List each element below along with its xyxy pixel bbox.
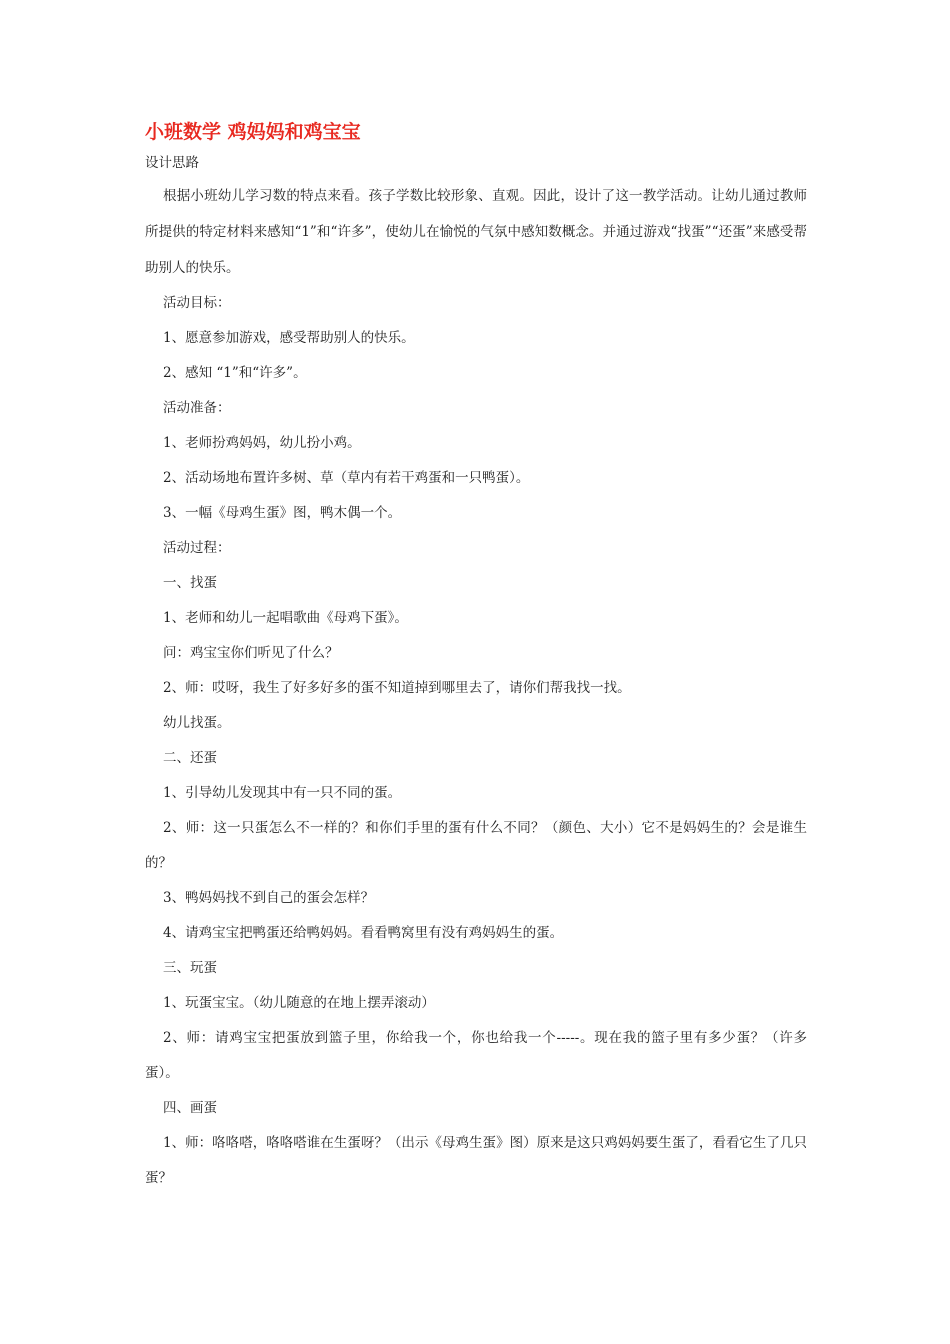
goal-item: 2、感知 “1”和“许多”。 (163, 365, 307, 381)
prep-item: 1、老师扮鸡妈妈，幼儿扮小鸡。 (163, 435, 361, 451)
part2-item: 4、请鸡宝宝把鸭蛋还给鸭妈妈。看看鸭窝里有没有鸡妈妈生的蛋。 (163, 925, 564, 941)
document-title: 小班数学 鸡妈妈和鸡宝宝 (145, 121, 361, 143)
goals-heading: 活动目标： (163, 295, 231, 311)
intro-paragraph: 根据小班幼儿学习数的特点来看。孩子学数比较形象、直观。因此，设计了这一教学活动。让幼儿通过教师所提供的特定材料来感知“1”和“许多”，使幼儿在愉悦的气氛中感知数概念。并通过游戏“找蛋”“还蛋”来感受帮助别人的快乐。 (145, 188, 807, 276)
document-page (145, 118, 807, 1196)
part3-item: 1、玩蛋宝宝。（幼儿随意的在地上摆弄滚动） (163, 995, 435, 1011)
section-label: 设计思路 (145, 155, 199, 171)
part1-item: 1、老师和幼儿一起唱歌曲《母鸡下蛋》。 (163, 610, 408, 626)
part2-heading: 二、还蛋 (163, 750, 217, 766)
part2-item: 2、师：这一只蛋怎么不一样的？和你们手里的蛋有什么不同？（颜色、大小）它不是妈妈生的？会是谁生的？ (145, 820, 807, 871)
part3-item: 2、师：请鸡宝宝把蛋放到篮子里，你给我一个，你也给我一个-----。现在我的篮子里有多少蛋？（许多蛋）。 (145, 1030, 807, 1081)
part2-item: 1、引导幼儿发现其中有一只不同的蛋。 (163, 785, 402, 801)
part3-heading: 三、玩蛋 (163, 960, 217, 976)
prep-item: 2、活动场地布置许多树、草（草内有若干鸡蛋和一只鸭蛋）。 (163, 470, 530, 486)
part1-item: 幼儿找蛋。 (163, 715, 231, 731)
part1-item: 2、师：哎呀，我生了好多好多的蛋不知道掉到哪里去了，请你们帮我找一找。 (163, 680, 631, 696)
part4-item: 1、师：咯咯嗒，咯咯嗒谁在生蛋呀？（出示《母鸡生蛋》图）原来是这只鸡妈妈要生蛋了，看看它生了几只蛋？ (145, 1135, 807, 1186)
part4-heading: 四、画蛋 (163, 1100, 217, 1116)
goal-item: 1、愿意参加游戏，感受帮助别人的快乐。 (163, 330, 415, 346)
prep-heading: 活动准备： (163, 400, 231, 416)
part2-item: 3、鸭妈妈找不到自己的蛋会怎样？ (163, 890, 375, 906)
part1-item: 问：鸡宝宝你们听见了什么？ (163, 645, 339, 661)
process-heading: 活动过程： (163, 540, 231, 556)
prep-item: 3、一幅《母鸡生蛋》图，鸭木偶一个。 (163, 505, 402, 521)
part1-heading: 一、找蛋 (163, 575, 217, 591)
